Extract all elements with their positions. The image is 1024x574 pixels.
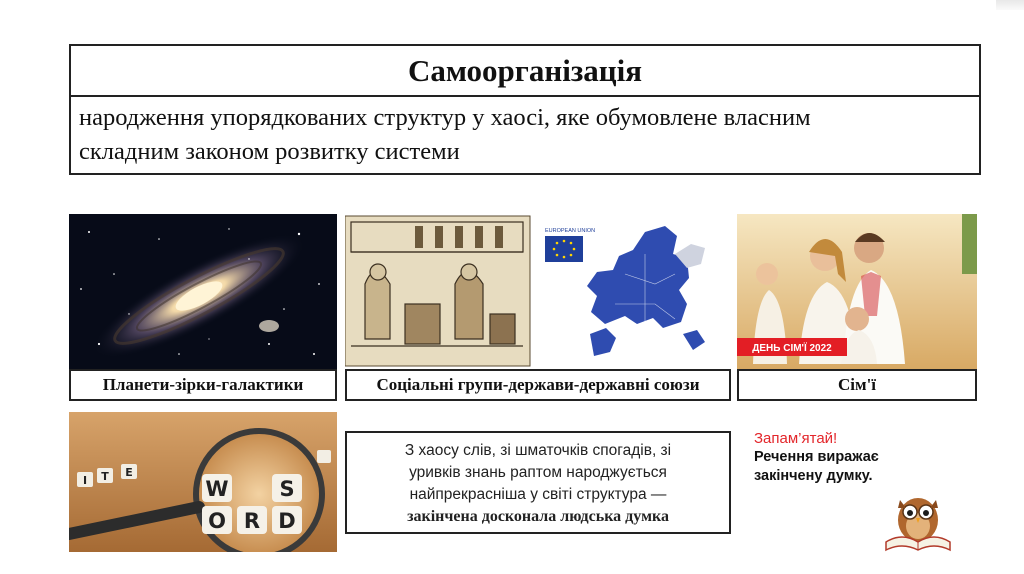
remember-line-2: закінчену думку. bbox=[754, 468, 873, 484]
remember-heading: Запам’ятай! bbox=[754, 430, 838, 447]
remember-line-1: Речення виражає bbox=[754, 449, 879, 465]
definition-line-1: народження упорядкованих структур у хаосі, яке обумовлене власним bbox=[79, 104, 811, 131]
quote-line-3: найпрекрасніша у світі структура — bbox=[409, 486, 667, 503]
die-letter: D bbox=[278, 509, 296, 533]
family-image bbox=[737, 214, 977, 369]
die-letter: R bbox=[243, 509, 261, 533]
quote-box bbox=[345, 431, 731, 534]
quote-line-1: З хаосу слів, зі шматочків спогадів, зі bbox=[404, 442, 672, 459]
social-groups-image bbox=[345, 214, 731, 369]
remember-note bbox=[754, 429, 984, 486]
die-letter: I bbox=[82, 474, 88, 487]
galaxy-caption: Планети-зірки-галактики bbox=[69, 369, 337, 401]
die-letter: S bbox=[279, 477, 295, 501]
eu-flag-label: EUROPEAN UNION bbox=[545, 228, 596, 234]
definition-text bbox=[69, 95, 981, 175]
definition-line-2: складним законом розвитку системи bbox=[79, 138, 460, 165]
die-letter: T bbox=[101, 470, 109, 483]
die-letter: E bbox=[125, 466, 133, 479]
window-corner-bar bbox=[996, 0, 1024, 10]
family-banner: ДЕНЬ СІМ'Ї 2022 bbox=[752, 343, 832, 354]
word-dice-image bbox=[69, 412, 337, 552]
owl-book-icon bbox=[878, 490, 958, 554]
quote-line-2: уривків знань раптом народжується bbox=[409, 464, 667, 481]
galaxy-image bbox=[69, 214, 337, 369]
family-caption: Сім'ї bbox=[737, 369, 977, 401]
quote-line-4: закінчена досконала людська думка bbox=[407, 508, 669, 525]
die-letter: O bbox=[208, 509, 226, 533]
social-groups-caption: Соціальні групи-держави-державні союзи bbox=[345, 369, 731, 401]
die-letter: W bbox=[205, 477, 229, 501]
definition-title: Самоорганізація bbox=[69, 44, 981, 97]
